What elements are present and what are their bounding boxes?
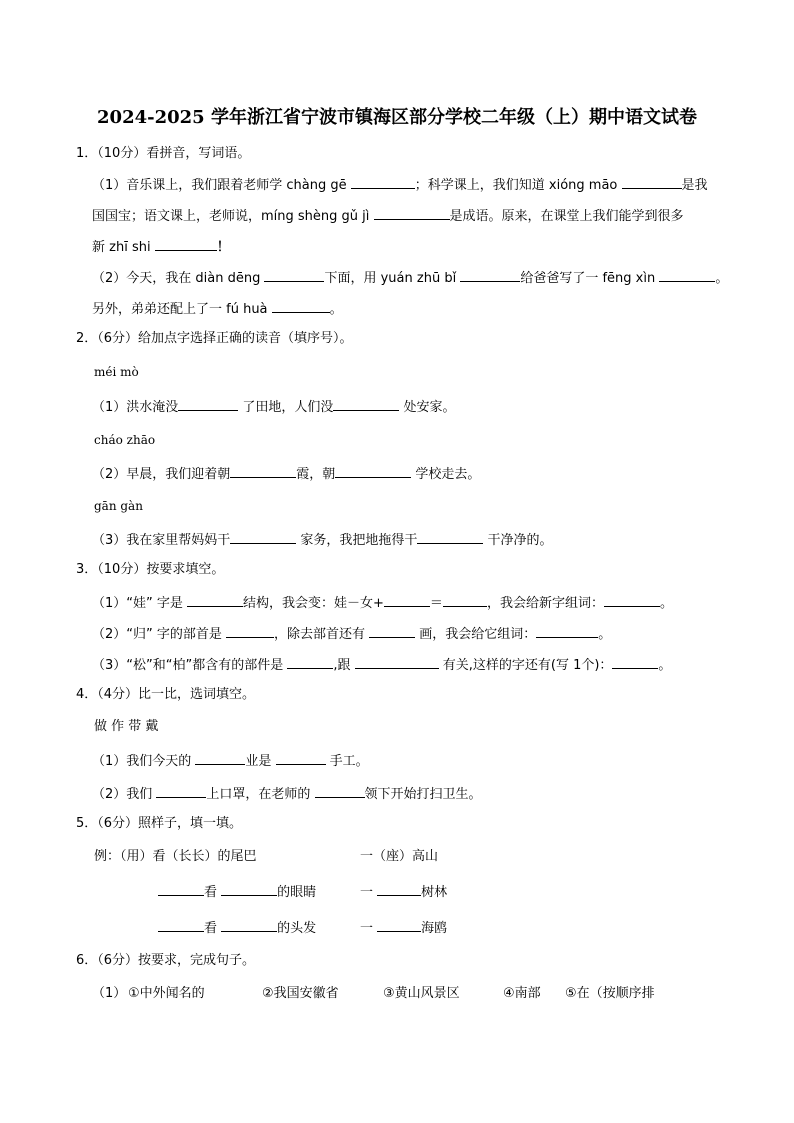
question-3-line-2: [92, 623, 611, 645]
answer-blank[interactable]: [377, 881, 421, 896]
q1-text: ；科学课上，我们知道 xióng māo: [414, 178, 622, 193]
question-5-row-1-left: [158, 881, 316, 903]
answer-blank[interactable]: [333, 396, 399, 411]
answer-blank[interactable]: [612, 654, 658, 669]
q3-text: 结构，我会变：娃－女+: [243, 596, 384, 611]
question-1-line-5: [92, 298, 343, 320]
answer-blank[interactable]: [264, 267, 324, 282]
answer-blank[interactable]: [155, 236, 217, 251]
pinyin-options-1: méi mò: [94, 365, 139, 379]
question-6-heading: 6．（6分）按要求，完成句子。: [76, 953, 256, 968]
q1-text: 国国宝；语文课上，老师说，míng shèng gǔ jì: [92, 209, 374, 224]
q2-text: 干净净的。: [483, 533, 553, 548]
q1-text: 。: [715, 271, 729, 286]
q1-text: 是我: [681, 178, 708, 193]
answer-blank[interactable]: [287, 654, 333, 669]
q3-text: 。: [659, 596, 673, 611]
question-5-row-2-right: [360, 917, 447, 939]
option-4: ④南部: [503, 986, 541, 1001]
answer-blank[interactable]: [460, 267, 520, 282]
answer-blank[interactable]: [230, 463, 296, 478]
answer-blank[interactable]: [417, 529, 483, 544]
answer-blank[interactable]: [355, 654, 439, 669]
question-4-heading: 4．（4分）比一比，选词填空。: [76, 687, 256, 702]
answer-blank[interactable]: [374, 205, 450, 220]
q3-text: ＝: [429, 596, 443, 611]
q1-text: 。: [329, 302, 343, 317]
q5-text: 看: [204, 885, 222, 900]
q2-text: 处安家。: [399, 400, 456, 415]
q3-text: ，我会给新字组词：: [486, 596, 604, 611]
question-1-line-3: [92, 236, 230, 258]
answer-blank[interactable]: [158, 881, 204, 896]
answer-blank[interactable]: [369, 623, 415, 638]
answer-blank[interactable]: [384, 592, 430, 607]
question-2-line-3: [92, 529, 553, 551]
q5-text: 一: [360, 885, 378, 900]
q3-text: （3）“松”和“柏”都含有的部件是: [92, 658, 288, 673]
q2-text: （3）我在家里帮妈妈干: [92, 533, 231, 548]
question-4-line-2: [92, 783, 482, 805]
option-2: ②我国安徽省: [262, 986, 339, 1001]
answer-blank[interactable]: [315, 783, 365, 798]
q4-text: 上口罩，在老师的: [206, 787, 315, 802]
question-3-line-1: [92, 592, 673, 614]
question-5-row-2-left: [158, 917, 316, 939]
q3-text: 。: [598, 627, 612, 642]
question-5-heading: 5．（6分）照样子，填一填。: [76, 816, 243, 831]
question-1-line-1: [92, 174, 708, 196]
question-6-number: （1）: [92, 986, 127, 1001]
q5-text: 看: [204, 921, 222, 936]
answer-blank[interactable]: [226, 623, 274, 638]
answer-blank[interactable]: [335, 463, 411, 478]
example-right: 一（座）高山: [360, 849, 439, 864]
answer-blank[interactable]: [221, 917, 277, 932]
question-1-heading: 1．（10分）看拼音，写词语。: [76, 146, 251, 161]
answer-blank[interactable]: [178, 396, 238, 411]
answer-blank[interactable]: [195, 750, 245, 765]
q4-text: 业是: [245, 754, 276, 769]
q2-text: 家务，我把地拖得干: [296, 533, 418, 548]
q4-text: （1）我们今天的: [92, 754, 196, 769]
question-2-line-1: [92, 396, 456, 418]
answer-blank[interactable]: [443, 592, 487, 607]
q3-text: （2）“归” 字的部首是: [92, 627, 227, 642]
q2-text: （2）早晨，我们迎着朝: [92, 467, 231, 482]
question-2-heading: 2．（6分）给加点字选择正确的读音（填序号）。: [76, 331, 353, 346]
answer-blank[interactable]: [622, 174, 682, 189]
question-3-heading: 3．（10分）按要求填空。: [76, 562, 225, 577]
q1-text: 新 zhī shi: [92, 240, 155, 255]
q5-text: 海鸥: [421, 921, 448, 936]
answer-blank[interactable]: [351, 174, 415, 189]
answer-blank[interactable]: [377, 917, 421, 932]
q2-text: 霞，朝: [296, 467, 336, 482]
page-title: 2024-2025 学年浙江省宁波市镇海区部分学校二年级（上）期中语文试卷: [97, 107, 697, 128]
q4-text: （2）我们: [92, 787, 157, 802]
q3-text: ,跟: [333, 658, 355, 673]
question-1-line-4: [92, 267, 728, 289]
answer-blank[interactable]: [221, 881, 277, 896]
option-1: ①中外闻名的: [128, 986, 205, 1001]
q3-text: 有关,这样的字还有(写 1个)：: [438, 658, 613, 673]
q3-text: 。: [658, 658, 672, 673]
answer-blank[interactable]: [604, 592, 660, 607]
q1-text: 给爸爸写了一 fēng xìn: [520, 271, 660, 286]
q2-text: （1）洪水淹没: [92, 400, 179, 415]
q4-text: 手工。: [325, 754, 369, 769]
q5-text: 一: [360, 921, 378, 936]
q1-text: （1）音乐课上，我们跟着老师学 chàng gē: [92, 178, 351, 193]
q3-text: 画，我会给它组词：: [415, 627, 537, 642]
q1-text: 另外，弟弟还配上了一 fú huà: [92, 302, 272, 317]
answer-blank[interactable]: [272, 298, 330, 313]
answer-blank[interactable]: [536, 623, 598, 638]
question-3-line-3: [92, 654, 671, 676]
answer-blank[interactable]: [230, 529, 296, 544]
option-3: ③黄山风景区: [383, 986, 460, 1001]
word-choices: 做 作 带 戴: [94, 719, 159, 734]
q2-text: 了田地，人们没: [238, 400, 334, 415]
q5-text: 的眼睛: [277, 885, 317, 900]
q5-text: 树林: [421, 885, 448, 900]
answer-blank[interactable]: [156, 783, 206, 798]
q1-text: （2）今天，我在 diàn dēng: [92, 271, 265, 286]
question-5-row-1-right: [360, 881, 447, 903]
answer-blank[interactable]: [187, 592, 243, 607]
question-1-line-2: [92, 205, 684, 227]
answer-blank[interactable]: [276, 750, 326, 765]
q5-text: 的头发: [277, 921, 317, 936]
option-5: ⑤在（按顺序排: [565, 986, 655, 1001]
q3-text: （1）“娃” 字是: [92, 596, 188, 611]
answer-blank[interactable]: [158, 917, 204, 932]
q2-text: 学校走去。: [411, 467, 481, 482]
q3-text: ，除去部首还有: [274, 627, 370, 642]
q4-text: 领下开始打扫卫生。: [364, 787, 482, 802]
example-left: 例：（用）看（长长）的尾巴: [94, 849, 257, 864]
q1-text: 下面，用 yuán zhū bǐ: [324, 271, 461, 286]
pinyin-options-2: cháo zhāo: [94, 433, 156, 447]
q1-text: 是成语。原来，在课堂上我们能学到很多: [449, 209, 684, 224]
question-4-line-1: [92, 750, 369, 772]
q1-text: ！: [216, 240, 230, 255]
question-2-line-2: [92, 463, 480, 485]
pinyin-options-3: gān gàn: [94, 499, 143, 513]
answer-blank[interactable]: [659, 267, 715, 282]
